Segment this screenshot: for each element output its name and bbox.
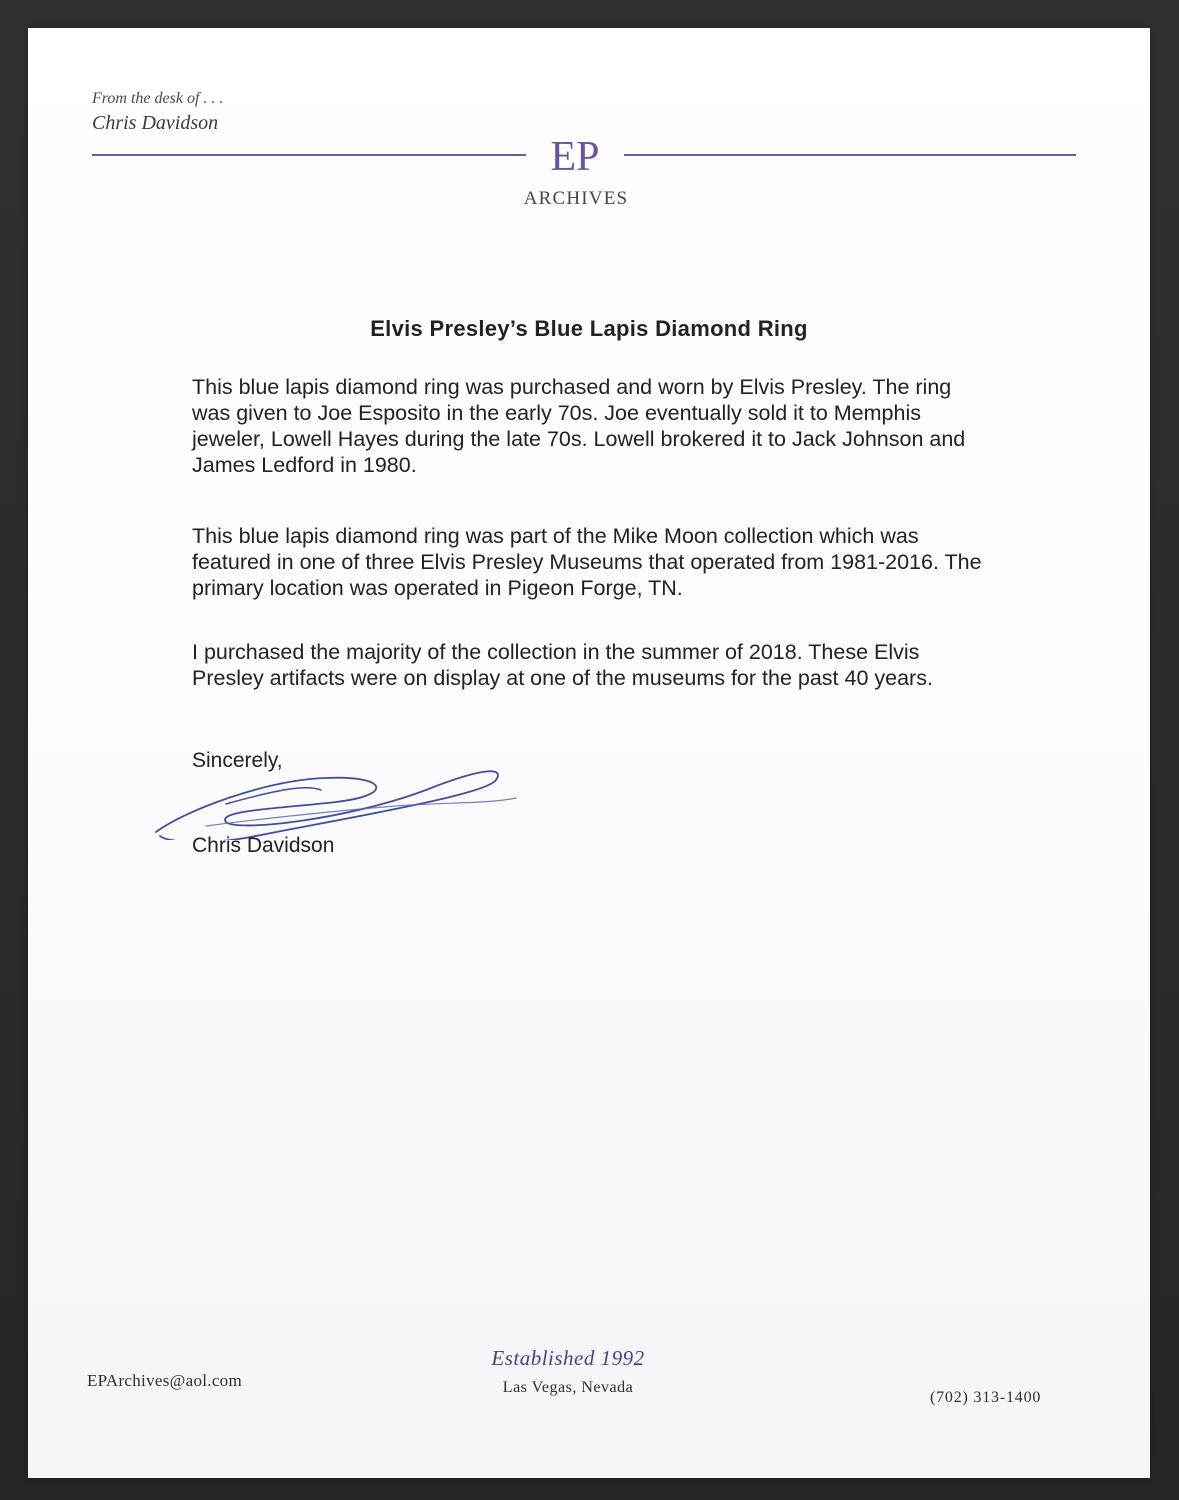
signature-stroke-2 bbox=[206, 798, 516, 826]
footer-email: EPArchives@aol.com bbox=[87, 1371, 242, 1390]
letter-page bbox=[28, 28, 1150, 1478]
handwritten-signature bbox=[146, 740, 536, 840]
letter-paragraph-3: I purchased the majority of the collection in the summer of 2018. These Elvis Presley artifacts were on display at one of the museums for the past 40 years. bbox=[192, 640, 933, 690]
letter-paragraph-1: This blue lapis diamond ring was purchased and worn by Elvis Presley. The ring was given to Joe Esposito in the early 70s. Joe eventually sold it to Memphis jeweler, Lowell Hayes during the late 70s. Lowell brokered it to Jack Johnson and James Ledford in 1980. bbox=[192, 375, 966, 477]
footer-location: Las Vegas, Nevada bbox=[502, 1379, 634, 1396]
letterhead-rule-right bbox=[624, 154, 1076, 156]
letter-paragraph-2: This blue lapis diamond ring was part of the Mike Moon collection which was featured in one of three Elvis Presley Museums that operated from 1981-2016. The primary location was operated in Pigeon Forge, TN. bbox=[192, 524, 982, 600]
desk-owner-name: Chris Davidson bbox=[92, 112, 219, 134]
footer-phone: (702) 313-1400 bbox=[930, 1389, 1042, 1406]
signature-stroke bbox=[156, 771, 498, 840]
signer-name: Chris Davidson bbox=[192, 834, 335, 857]
letterhead-rule-left bbox=[92, 154, 526, 156]
ep-logo-mark: EP bbox=[550, 134, 600, 180]
from-the-desk-label: From the desk of . . . bbox=[92, 90, 224, 107]
letter-title: Elvis Presley’s Blue Lapis Diamond Ring bbox=[370, 316, 808, 341]
archives-logo-subtitle: ARCHIVES bbox=[523, 188, 629, 209]
closing-salutation: Sincerely, bbox=[192, 749, 283, 772]
established-year: Established 1992 bbox=[491, 1346, 645, 1370]
signature-stroke-3 bbox=[226, 788, 321, 804]
